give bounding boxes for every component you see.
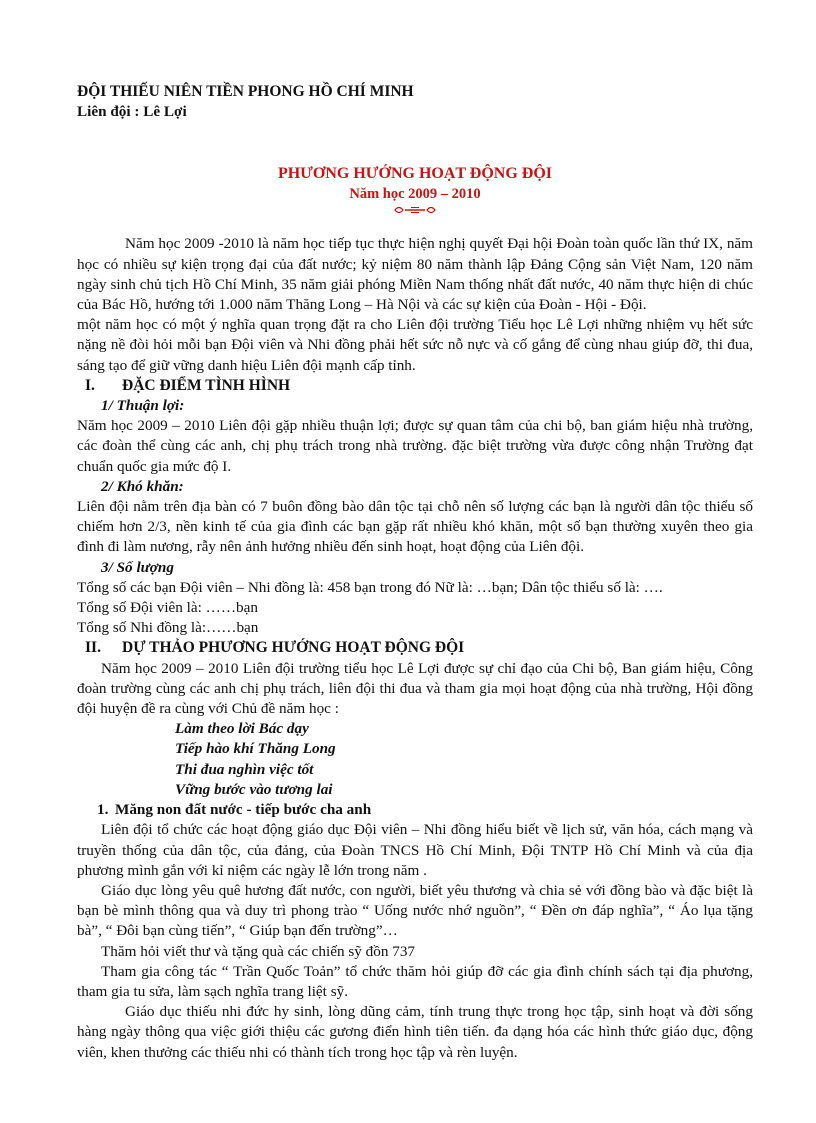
subsection-1-paragraph-5: Giáo dục thiếu nhi đức hy sinh, lòng dũng cảm, tính trung thực trong học tập, sinh hoạt và đời sống hàng ngày thông qua việc giới thiệu các gương điển hình tiên tiến. đa dạng hóa các hình thức giáo dục, động viên, khen thưởng các thiếu nhi có thành tích trong học tập và rèn luyện. [77,1003,753,1061]
so-luong-heading: 3/ Số lượng [101,558,174,576]
document-body [77,82,753,1063]
section-2-intro: Năm học 2009 – 2010 Liên đội trường tiểu học Lê Lợi được sự chỉ đạo của Chi bộ, Ban giám hiệu, Công đoàn trường cùng các anh chị phụ trách, liên đội thi đua và tham gia mọi hoạt động của nhà trường, Hội đồng đội huyện đề ra cùng với Chủ đề năm học : [77,659,753,718]
so-luong-line-2: Tổng số Đội viên là: ……bạn [77,599,258,617]
kho-khan-heading: 2/ Khó khăn: [101,477,184,495]
flourish-icon [393,205,437,215]
subsection-1-paragraph-4: Tham gia công tác “ Trần Quốc Toản” tổ chức thăm hỏi giúp đỡ các gia đình chính sách tại địa phương, tham gia tu sửa, làm sạch nghĩa trang liệt sỹ. [77,962,753,1000]
page-title: PHƯƠNG HƯỚNG HOẠT ĐỘNG ĐỘI [277,165,553,183]
title-block [77,164,753,220]
subsection-1-paragraph-3: Thăm hỏi viết thư và tặng quà các chiến sỹ đồn 737 [101,942,416,960]
section-1-number: I. [85,376,95,394]
motto-3: Thi đua nghìn việc tốt [175,760,314,778]
intro-paragraph-2: một năm học có một ý nghĩa quan trọng đặt ra cho Liên đội trường Tiểu học Lê Lợi những nhiệm vụ hết sức nặng nề đòi hỏi mỗi bạn Đội viên và Nhi đồng phải hết sức nỗ nực và cố gắng để cùng nhau giúp đỡ, thi đua, sáng tạo để giữ vững danh hiệu Liên đội mạnh cấp tỉnh. [77,316,753,374]
intro-paragraph-1: Năm học 2009 -2010 là năm học tiếp tục thực hiện nghị quyết Đại hội Đoàn toàn quốc lần thứ IX, năm học có nhiều sự kiện trọng đại của đất nước; kỷ niệm 80 năm thành lập Đảng Cộng sản Việt Nam, 120 năm ngày sinh chủ tịch Hồ Chí Minh, 35 năm giải phóng Miền Nam thống nhất đất nước, 40 năm thực hiện di chúc của Bác Hồ, hướng tới 1.000 năm Thăng Long – Hà Nội và các sự kiện của Đoàn - Hội - Đội. [77,235,753,314]
org-name: ĐỘI THIẾU NIÊN TIỀN PHONG HỒ CHÍ MINH [77,83,414,100]
subsection-1-paragraph-2: Giáo dục lòng yêu quê hương đất nước, con người, biết yêu thương và chia sẻ với đồng bào và đặc biệt là bạn bè mình thông qua và duy trì phong trào “ Uống nước nhớ nguồn”, “ Đền ơn đáp nghĩa”, “ Áo lụa tặng bà”, “ Đôi bạn cùng tiến”, “ Giúp bạn đến trường”… [77,881,753,940]
ornament-icon [77,204,753,220]
thuan-loi-heading: 1/ Thuận lợi: [101,397,185,415]
section-1-heading [85,376,753,396]
school-year: Năm học 2009 – 2010 [349,186,481,203]
section-2-title: DỰ THẢO PHƯƠNG HƯỚNG HOẠT ĐỘNG ĐỘI [122,639,465,657]
section-2-number: II. [85,639,101,657]
subsection-1-heading [97,800,753,820]
so-luong-line-1: Tổng số các bạn Đội viên – Nhi đồng là: 458 bạn trong đó Nữ là: …bạn; Dân tộc thiểu số là: …. [77,578,663,596]
section-2-heading [85,638,753,658]
kho-khan-text: Liên đội nằm trên địa bàn có 7 buôn đồng bào dân tộc tại chỗ nên số lượng các bạn là người dân tộc thiểu số chiếm hơn 2/3, nền kinh tế của gia đình các bạn gặp rất nhiều khó khăn, một số bạn thường xuyên theo gia đình đi làm nương, rẫy nên ảnh hưởng nhiều đến sinh hoạt, hoạt động của Liên đội. [77,498,753,556]
subsection-1-paragraph-1: Liên đội tổ chức các hoạt động giáo dục Đội viên – Nhi đồng hiểu biết về lịch sử, văn hóa, cách mạng và truyền thống của dân tộc, của đảng, của Đoàn TNCS Hồ Chí Minh, Đội TNTP Hồ Chí Minh và của địa phương mình gắn với kỉ niệm các ngày lễ lớn trong năm . [77,821,753,879]
section-1-title: ĐẶC ĐIỂM TÌNH HÌNH [122,376,291,394]
motto-4: Vững bước vào tương lai [175,780,333,798]
motto-2: Tiếp hào khí Thăng Long [175,740,336,758]
so-luong-line-3: Tổng số Nhi đồng là:……bạn [77,619,259,637]
subsection-1-title: Măng non đất nước - tiếp bước cha anh [115,801,372,819]
unit-name: Liên đội : Lê Lợi [77,103,187,121]
subsection-1-number: 1. [97,801,109,819]
motto-1: Làm theo lời Bác dạy [175,720,309,738]
thuan-loi-text: Năm học 2009 – 2010 Liên đội gặp nhiều thuận lợi; được sự quan tâm của chi bộ, ban giám hiệu nhà trường, các đoàn thể cùng các anh, chị phụ trách trong nhà trường. đặc biệt trường vừa được công nhận Trường đạt chuẩn quốc gia mức độ I. [77,417,753,475]
